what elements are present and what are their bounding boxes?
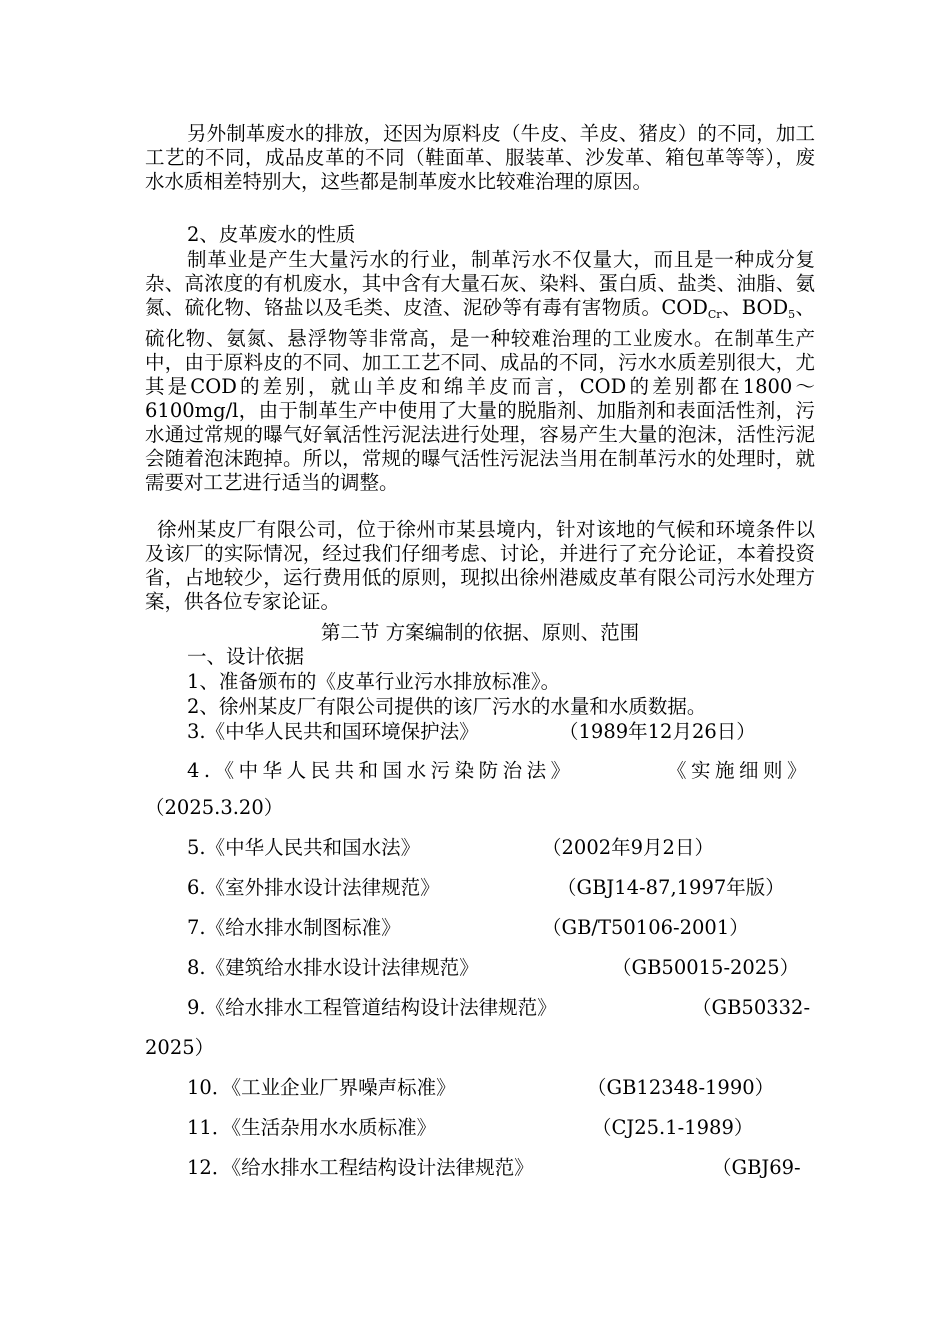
reference-12-code: （GBJ69- (712, 1156, 801, 1179)
text-part-a: 制革业是产生大量污水的行业，制革污水不仅量大，而且是一种成分复杂、高浓度的有机废水，其中含有大量石灰、染料、蛋白质、盐类、油脂、氨氮、硫化物、铬盐以及毛类、皮渣、泥砂等有毒有害物质。COD (145, 248, 815, 319)
reference-4-title: 4.《中华人民共和国水污染防治法》 (187, 759, 575, 782)
reference-6-code: （GBJ14-87,1997年版） (557, 876, 785, 899)
bod-subscript: 5 (788, 308, 796, 321)
cod-subscript: Cr (707, 308, 722, 321)
paragraph-wastewater-properties (145, 248, 815, 495)
reference-5 (187, 836, 714, 860)
reference-7-title: 7.《给水排水制图标准》 (187, 916, 401, 939)
reference-11-title: 11．《生活杂用水水质标准》 (187, 1116, 437, 1139)
reference-11-code: （CJ25.1-1989） (592, 1116, 754, 1139)
heading-wastewater-properties: 2、皮革废水的性质 (187, 223, 356, 246)
reference-9-title: 9.《给水排水工程管道结构设计法律规范》 (187, 996, 557, 1019)
reference-8-title: 8.《建筑给水排水设计法律规范》 (187, 956, 479, 979)
reference-3 (187, 720, 756, 744)
reference-10-title: 10．《工业企业厂界噪声标准》 (187, 1076, 456, 1099)
paragraph-raw-hide-variation: 另外制革废水的排放，还因为原料皮（牛皮、羊皮、猪皮）的不同，加工工艺的不同，成品皮革的不同（鞋面革、服装革、沙发革、箱包革等等），废水水质相差特别大，这些都是制革废水比较难治理的原因。 (145, 122, 815, 193)
reference-7 (187, 916, 749, 940)
reference-8 (187, 956, 800, 980)
reference-4 (187, 759, 812, 783)
reference-4-continuation: （2025.3.20） (145, 796, 284, 819)
reference-6 (187, 876, 785, 900)
subheading-design-basis: 一、设计依据 (187, 645, 305, 668)
reference-5-code: （2002年9月2日） (542, 836, 714, 859)
paragraph-company-intro: 徐州某皮厂有限公司，位于徐州市某县境内，针对该地的气候和环境条件以及该厂的实际情况，经过我们仔细考虑、讨论，并进行了充分论证，本着投资省，占地较少，运行费用低的原则，现拟出徐州港威皮革有限公司污水处理方案，供各位专家论证。 (145, 518, 815, 613)
section-title: 第二节 方案编制的依据、原则、范围 (320, 621, 640, 644)
reference-4-code: 《实施细则》 (667, 759, 812, 782)
reference-12-title: 12．《给水排水工程结构设计法律规范》 (187, 1156, 534, 1179)
reference-5-title: 5.《中华人民共和国水法》 (187, 836, 421, 859)
text-part-c: 、硫化物、氨氮、悬浮物等非常高，是一种较难治理的工业废水。在制革生产中，由于原料皮的不同、加工工艺不同、成品的不同，污水水质差别很大，尤其是COD的差别，就山羊皮和绵羊皮而言，COD的差别都在1800～6100mg/l，由于制革生产中使用了大量的脱脂剂、加脂剂和表面活性剂，污水通过常规的曝气好氧活性污泥法进行处理，容易产生大量的泡沫，活性污泥会随着泡沫跑掉。所以，常规的曝气活性污泥法当用在制革污水的处理时，就需要对工艺进行适当的调整。 (145, 296, 815, 494)
reference-10-code: （GB12348-1990） (587, 1076, 775, 1099)
reference-9 (187, 996, 811, 1020)
reference-11 (187, 1116, 754, 1140)
reference-9-continuation: 2025） (145, 1036, 215, 1059)
reference-6-title: 6.《室外排水设计法律规范》 (187, 876, 440, 899)
reference-7-code: （GB/T50106-2001） (542, 916, 749, 939)
reference-3-code: （1989年12月26日） (559, 720, 756, 743)
reference-9-code: （GB50332- (692, 996, 811, 1019)
reference-10 (187, 1076, 775, 1100)
reference-3-title: 3.《中华人民共和国环境保护法》 (187, 720, 479, 743)
text-part-b: 、BOD (721, 296, 789, 319)
basis-item-1: 1、准备颁布的《皮革行业污水排放标准》。 (187, 670, 561, 693)
reference-8-code: （GB50015-2025） (612, 956, 800, 979)
reference-12 (187, 1156, 801, 1180)
basis-item-2: 2、徐州某皮厂有限公司提供的该厂污水的水量和水质数据。 (187, 695, 707, 718)
